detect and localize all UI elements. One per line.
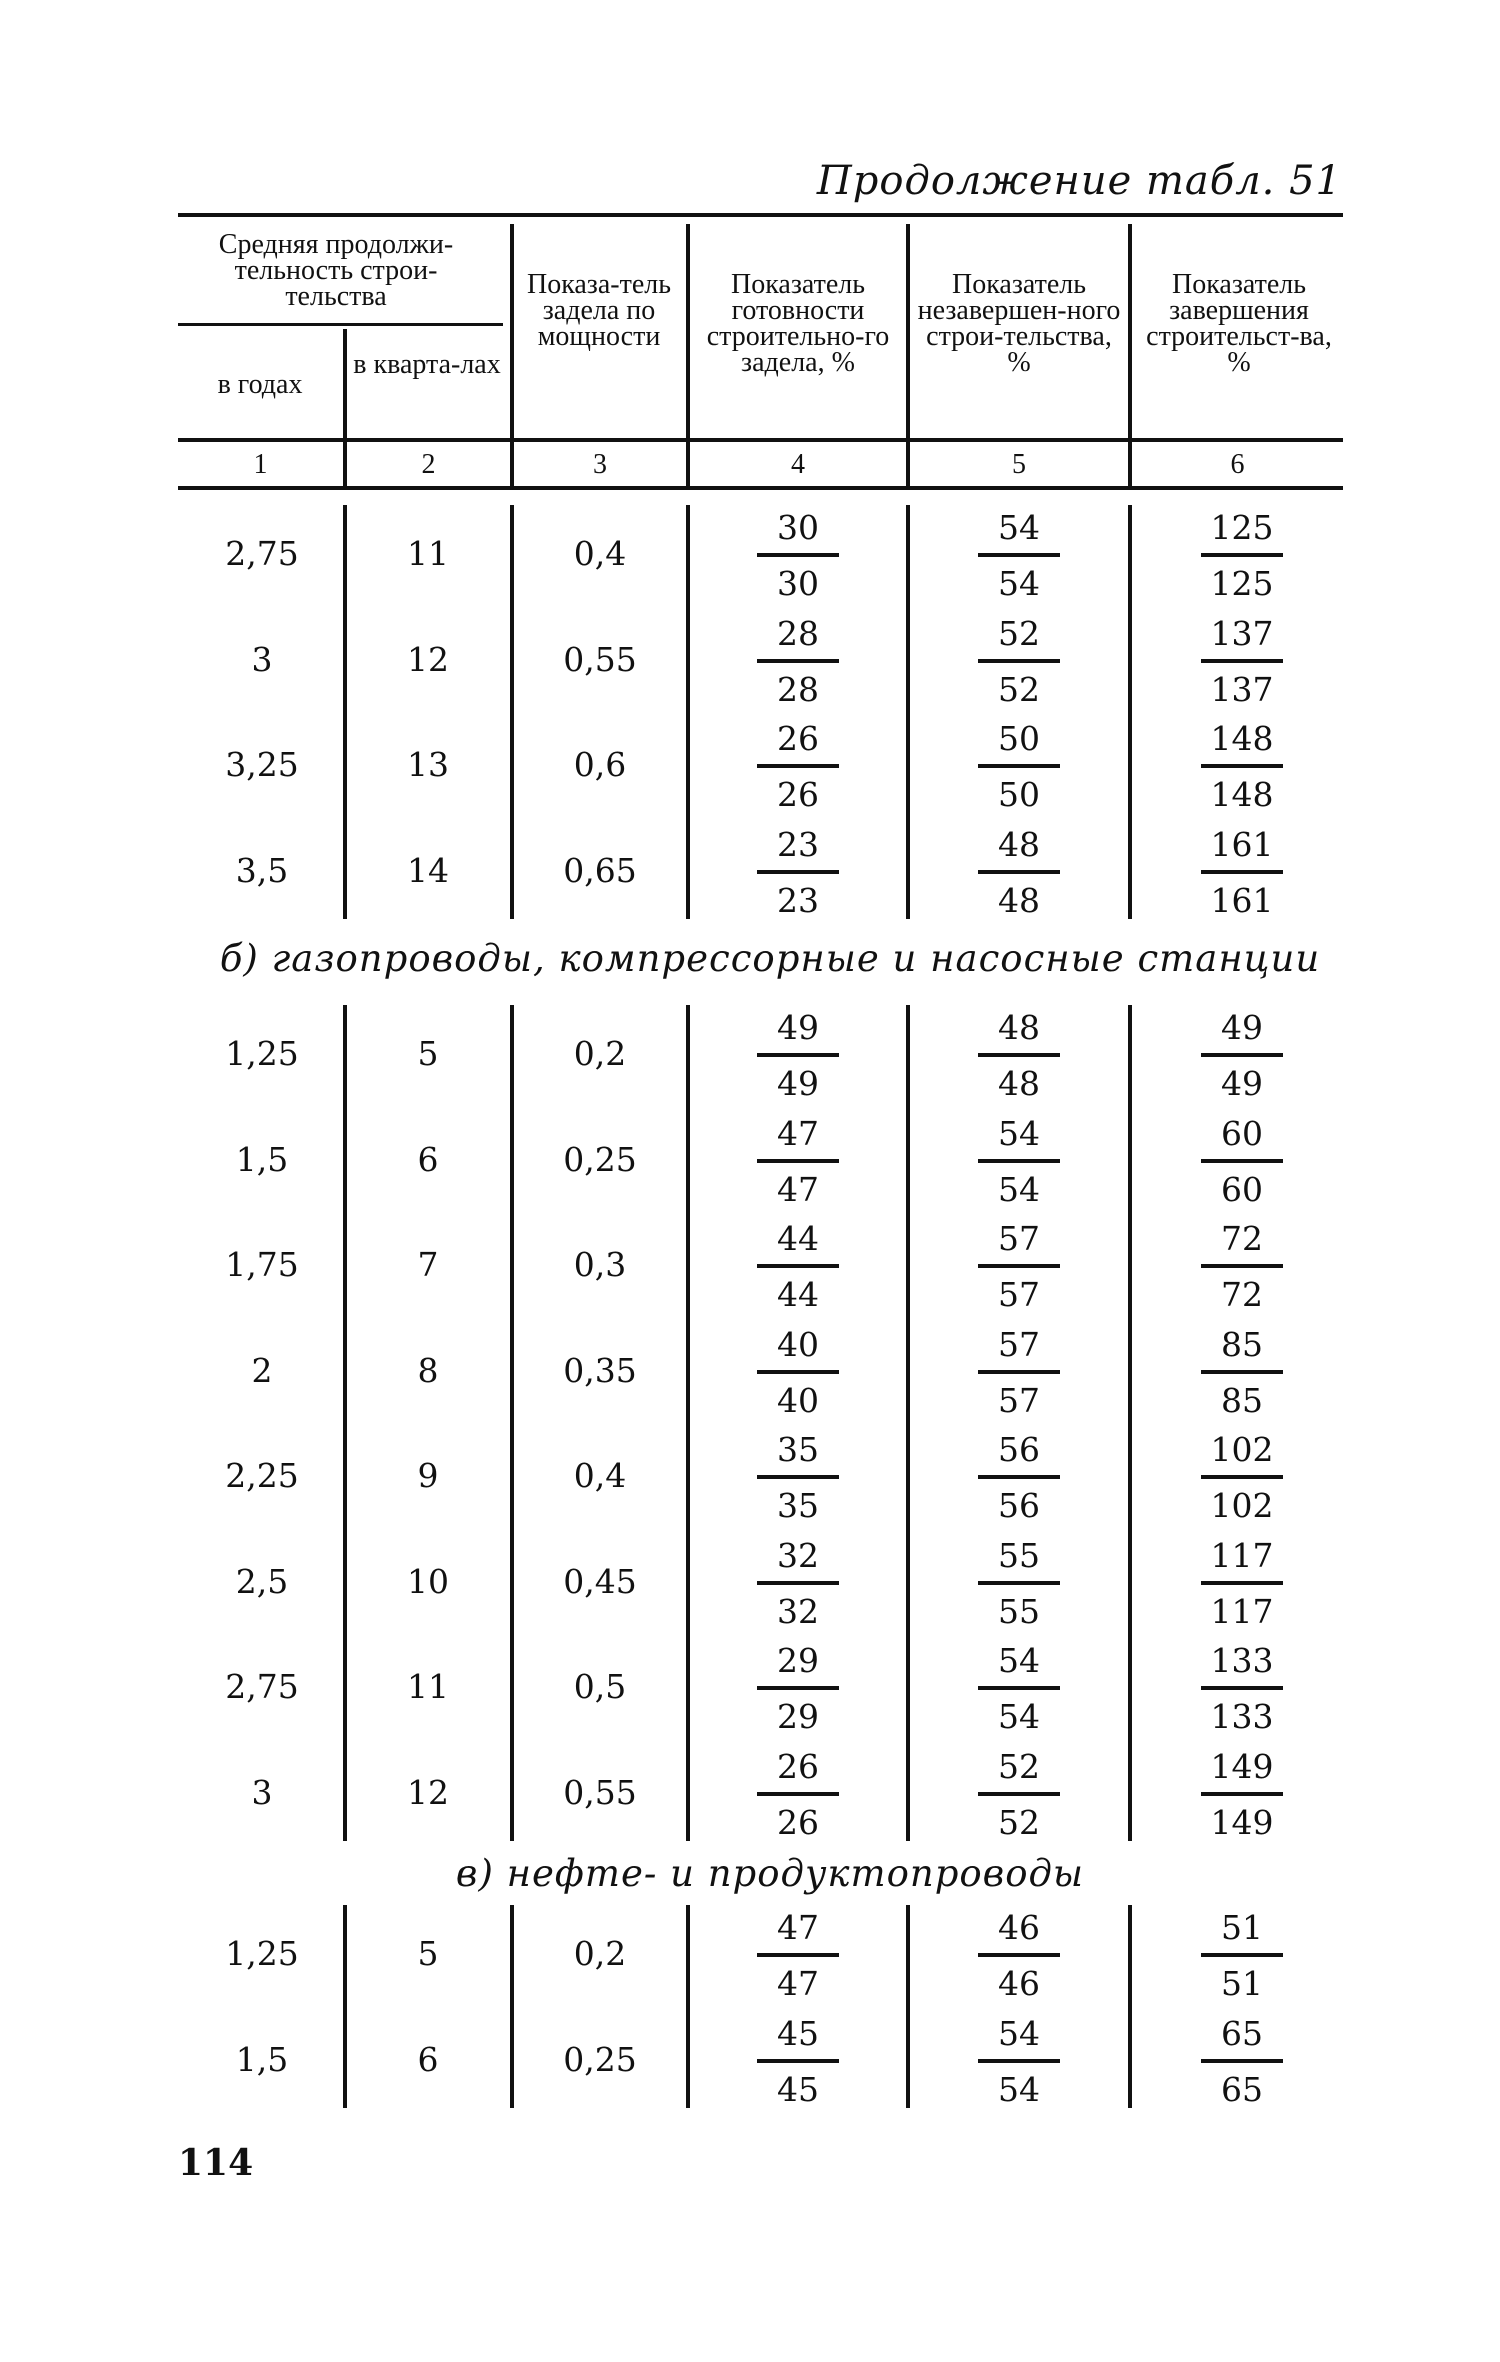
fraction-bar [757, 764, 839, 768]
fraction-cell-c4 [743, 1111, 853, 1213]
numerator: 26 [777, 1746, 819, 1786]
numerator: 28 [777, 613, 819, 653]
denominator: 52 [998, 669, 1040, 709]
denominator: 54 [998, 1697, 1040, 1736]
cell-quarters: 11 [407, 1667, 449, 1706]
denominator: 40 [777, 1380, 819, 1420]
header-divider-4 [906, 224, 910, 486]
fraction-cell-c6 [1187, 1005, 1297, 1107]
column-divider [343, 1005, 347, 1841]
numerator: 46 [998, 1908, 1040, 1947]
fraction-cell-c6 [1187, 716, 1297, 818]
denominator: 54 [998, 564, 1040, 603]
numerator: 48 [998, 1008, 1040, 1047]
fraction-cell-c5 [964, 1005, 1074, 1107]
column-divider [906, 505, 910, 919]
column-divider [906, 1905, 910, 2108]
denominator: 28 [777, 669, 819, 709]
fraction-bar [757, 1370, 839, 1374]
fraction-bar [1201, 553, 1283, 557]
cell-quarters: 12 [407, 639, 449, 679]
fraction-cell-c5 [964, 1905, 1074, 2007]
column-divider [1128, 1005, 1132, 1841]
denominator: 30 [777, 564, 819, 603]
cell-power: 0,55 [563, 639, 637, 679]
fraction-bar [757, 870, 839, 874]
numerator: 54 [998, 2013, 1040, 2053]
cell-years: 1,5 [235, 1139, 289, 1179]
numbers-bottom-rule [178, 486, 1343, 490]
denominator: 161 [1210, 880, 1274, 920]
section-title: в) нефте- и продуктопроводы [455, 1852, 1085, 1895]
fraction-cell-c4 [743, 1638, 853, 1740]
header-divider-2 [510, 224, 514, 486]
fraction-cell-c4 [743, 1744, 853, 1846]
cell-years: 3 [251, 639, 273, 679]
fraction-bar [757, 1475, 839, 1479]
numerator: 35 [777, 1430, 819, 1469]
numerator: 60 [1221, 1113, 1263, 1153]
header-group-duration: Средняя продолжи-тельность строи-тельства [218, 229, 454, 312]
fraction-bar [978, 659, 1060, 663]
col-number-1: 1 [253, 449, 268, 480]
fraction-cell-c5 [964, 1216, 1074, 1318]
denominator: 51 [1221, 1964, 1263, 2003]
numerator: 161 [1210, 824, 1274, 864]
fraction-cell-c6 [1187, 1744, 1297, 1846]
column-divider [686, 1005, 690, 1841]
fraction-bar [978, 1475, 1060, 1479]
denominator: 56 [998, 1486, 1040, 1525]
fraction-bar [978, 1264, 1060, 1268]
cell-quarters: 7 [417, 1245, 439, 1284]
cell-power: 0,6 [573, 745, 627, 784]
cell-years: 1,25 [225, 1934, 299, 1973]
cell-power: 0,4 [573, 1456, 627, 1495]
numerator: 72 [1221, 1219, 1263, 1258]
header-divider-3 [686, 224, 690, 486]
fraction-bar [757, 1686, 839, 1690]
cell-quarters: 9 [417, 1456, 439, 1495]
fraction-cell-c5 [964, 1322, 1074, 1424]
denominator: 35 [777, 1486, 819, 1525]
fraction-cell-c4 [743, 1905, 853, 2007]
denominator: 23 [777, 880, 819, 920]
fraction-bar [978, 1686, 1060, 1690]
fraction-bar [978, 1953, 1060, 1957]
cell-years: 2,5 [235, 1561, 289, 1601]
cell-quarters: 6 [417, 2039, 439, 2079]
numerator: 52 [998, 1746, 1040, 1786]
numerator: 48 [998, 824, 1040, 864]
denominator: 45 [777, 2069, 819, 2109]
denominator: 54 [998, 2069, 1040, 2109]
cell-quarters: 12 [407, 1772, 449, 1812]
fraction-bar [1201, 1581, 1283, 1585]
cell-quarters: 6 [417, 1139, 439, 1179]
numerator: 125 [1210, 508, 1274, 547]
denominator: 49 [1221, 1064, 1263, 1103]
denominator: 149 [1210, 1802, 1274, 1842]
denominator: 54 [998, 1169, 1040, 1209]
fraction-cell-c6 [1187, 505, 1297, 607]
group-rule [178, 323, 503, 326]
fraction-cell-c6 [1187, 1905, 1297, 2007]
column-divider [510, 1005, 514, 1841]
fraction-cell-c4 [743, 505, 853, 607]
fraction-cell-c6 [1187, 1322, 1297, 1424]
fraction-cell-c5 [964, 1427, 1074, 1529]
numerator: 47 [777, 1113, 819, 1153]
header-col-completion: Показатель завершения строительст-ва, % [1146, 269, 1332, 378]
denominator: 65 [1221, 2069, 1263, 2109]
cell-years: 2,75 [225, 534, 299, 573]
cell-power: 0,35 [563, 1350, 637, 1390]
numerator: 29 [777, 1641, 819, 1680]
fraction-bar [1201, 1953, 1283, 1957]
fraction-cell-c4 [743, 1322, 853, 1424]
numerator: 148 [1210, 719, 1274, 758]
numerator: 85 [1221, 1324, 1263, 1364]
fraction-bar [978, 1159, 1060, 1163]
denominator: 50 [998, 775, 1040, 814]
denominator: 72 [1221, 1275, 1263, 1314]
fraction-cell-c4 [743, 1533, 853, 1635]
fraction-bar [757, 1053, 839, 1057]
fraction-cell-c4 [743, 611, 853, 713]
fraction-bar [978, 1581, 1060, 1585]
denominator: 102 [1210, 1486, 1274, 1525]
numerator: 137 [1210, 613, 1274, 653]
header-col-quarters: в кварта-лах [353, 349, 501, 380]
cell-quarters: 14 [407, 850, 449, 890]
fraction-cell-c5 [964, 1638, 1074, 1740]
denominator: 137 [1210, 669, 1274, 709]
fraction-bar [978, 870, 1060, 874]
header-col-years: в годах [217, 369, 303, 400]
fraction-bar [1201, 1792, 1283, 1796]
denominator: 133 [1210, 1697, 1274, 1736]
fraction-bar [1201, 1370, 1283, 1374]
denominator: 48 [998, 1064, 1040, 1103]
cell-years: 2,25 [225, 1456, 299, 1495]
denominator: 125 [1210, 564, 1274, 603]
fraction-cell-c6 [1187, 1638, 1297, 1740]
numerator: 32 [777, 1535, 819, 1575]
cell-quarters: 13 [407, 745, 449, 784]
numerator: 65 [1221, 2013, 1263, 2053]
numerator: 56 [998, 1430, 1040, 1469]
cell-quarters: 5 [417, 1934, 439, 1973]
cell-power: 0,25 [563, 2039, 637, 2079]
column-divider [1128, 1905, 1132, 2108]
numerator: 50 [998, 719, 1040, 758]
fraction-bar [757, 1159, 839, 1163]
cell-power: 0,4 [573, 534, 627, 573]
fraction-cell-c4 [743, 716, 853, 818]
fraction-bar [757, 2059, 839, 2063]
denominator: 55 [998, 1591, 1040, 1631]
fraction-bar [757, 553, 839, 557]
cell-power: 0,55 [563, 1772, 637, 1812]
numerator: 54 [998, 1641, 1040, 1680]
numerator: 44 [777, 1219, 819, 1258]
fraction-cell-c4 [743, 1005, 853, 1107]
fraction-bar [1201, 1053, 1283, 1057]
cell-power: 0,3 [573, 1245, 627, 1284]
numerator: 23 [777, 824, 819, 864]
fraction-cell-c4 [743, 1216, 853, 1318]
denominator: 148 [1210, 775, 1274, 814]
numerator: 26 [777, 719, 819, 758]
fraction-bar [1201, 1264, 1283, 1268]
cell-years: 1,5 [235, 2039, 289, 2079]
fraction-bar [978, 1053, 1060, 1057]
col-number-2: 2 [421, 449, 436, 480]
fraction-cell-c6 [1187, 611, 1297, 713]
fraction-cell-c5 [964, 1111, 1074, 1213]
numerator: 149 [1210, 1746, 1274, 1786]
cell-years: 3 [251, 1772, 273, 1812]
fraction-cell-c6 [1187, 822, 1297, 924]
denominator: 26 [777, 775, 819, 814]
numerator: 57 [998, 1219, 1040, 1258]
col-number-5: 5 [1012, 449, 1026, 480]
cell-power: 0,2 [573, 1934, 627, 1973]
fraction-cell-c5 [964, 1744, 1074, 1846]
fraction-bar [978, 553, 1060, 557]
fraction-cell-c5 [964, 1533, 1074, 1635]
numerator: 52 [998, 613, 1040, 653]
denominator: 48 [998, 880, 1040, 920]
fraction-cell-c6 [1187, 2011, 1297, 2113]
cell-years: 3,25 [225, 745, 299, 784]
denominator: 85 [1221, 1380, 1263, 1420]
numerator: 55 [998, 1535, 1040, 1575]
cell-quarters: 11 [407, 534, 449, 573]
cell-quarters: 5 [417, 1034, 439, 1073]
fraction-bar [978, 1370, 1060, 1374]
numerator: 133 [1210, 1641, 1274, 1680]
fraction-cell-c6 [1187, 1111, 1297, 1213]
numerator: 49 [1221, 1008, 1263, 1047]
numerator: 54 [998, 508, 1040, 547]
column-divider [510, 1905, 514, 2108]
fraction-cell-c4 [743, 1427, 853, 1529]
col-number-4: 4 [791, 449, 805, 480]
header-bottom-rule [178, 438, 1343, 442]
denominator: 49 [777, 1064, 819, 1103]
column-divider [343, 505, 347, 919]
fraction-cell-c5 [964, 716, 1074, 818]
cell-years: 1,75 [225, 1245, 299, 1284]
denominator: 29 [777, 1697, 819, 1736]
fraction-cell-c6 [1187, 1533, 1297, 1635]
fraction-bar [978, 1792, 1060, 1796]
cell-power: 0,25 [563, 1139, 637, 1179]
denominator: 47 [777, 1169, 819, 1209]
cell-power: 0,2 [573, 1034, 627, 1073]
column-divider [343, 1905, 347, 2108]
column-divider [686, 1905, 690, 2108]
fraction-cell-c5 [964, 505, 1074, 607]
fraction-bar [1201, 1475, 1283, 1479]
column-divider [510, 505, 514, 919]
page-number: 114 [178, 2142, 254, 2184]
fraction-cell-c6 [1187, 1216, 1297, 1318]
cell-power: 0,45 [563, 1561, 637, 1601]
header-divider-5 [1128, 224, 1132, 486]
numerator: 102 [1210, 1430, 1274, 1469]
fraction-bar [757, 1264, 839, 1268]
fraction-bar [1201, 764, 1283, 768]
cell-years: 3,5 [235, 850, 289, 890]
denominator: 46 [998, 1964, 1040, 2003]
header-col-power: Показа-тель задела по мощности [526, 269, 672, 352]
denominator: 117 [1210, 1591, 1274, 1631]
denominator: 60 [1221, 1169, 1263, 1209]
fraction-bar [757, 659, 839, 663]
fraction-bar [1201, 1159, 1283, 1163]
denominator: 52 [998, 1802, 1040, 1842]
denominator: 57 [998, 1380, 1040, 1420]
fraction-cell-c6 [1187, 1427, 1297, 1529]
denominator: 57 [998, 1275, 1040, 1314]
numerator: 45 [777, 2013, 819, 2053]
denominator: 47 [777, 1964, 819, 2003]
fraction-bar [978, 764, 1060, 768]
fraction-bar [1201, 1686, 1283, 1690]
cell-power: 0,65 [563, 850, 637, 890]
top-rule [178, 213, 1343, 217]
fraction-cell-c4 [743, 822, 853, 924]
numerator: 47 [777, 1908, 819, 1947]
denominator: 32 [777, 1591, 819, 1631]
column-divider [906, 1005, 910, 1841]
fraction-bar [757, 1792, 839, 1796]
cell-quarters: 8 [417, 1350, 439, 1390]
cell-years: 2 [251, 1350, 273, 1390]
column-divider [686, 505, 690, 919]
numerator: 57 [998, 1324, 1040, 1364]
fraction-bar [757, 1953, 839, 1957]
column-divider [1128, 505, 1132, 919]
numerator: 54 [998, 1113, 1040, 1153]
header-col-unfinished: Показатель незавершен-ного строи-тельства, % [917, 269, 1121, 378]
col-number-3: 3 [593, 449, 607, 480]
fraction-bar [978, 2059, 1060, 2063]
fraction-bar [1201, 659, 1283, 663]
fraction-cell-c4 [743, 2011, 853, 2113]
cell-quarters: 10 [407, 1561, 449, 1601]
fraction-cell-c5 [964, 2011, 1074, 2113]
numerator: 30 [777, 508, 819, 547]
header-col-readiness: Показатель готовности строительно-го задела, % [706, 269, 890, 378]
numerator: 51 [1221, 1908, 1263, 1947]
fraction-cell-c5 [964, 611, 1074, 713]
fraction-cell-c5 [964, 822, 1074, 924]
numerator: 49 [777, 1008, 819, 1047]
fraction-bar [1201, 2059, 1283, 2063]
denominator: 26 [777, 1802, 819, 1842]
numerator: 40 [777, 1324, 819, 1364]
cell-years: 2,75 [225, 1667, 299, 1706]
numerator: 117 [1210, 1535, 1274, 1575]
denominator: 44 [777, 1275, 819, 1314]
fraction-bar [757, 1581, 839, 1585]
section-title: б) газопроводы, компрессорные и насосные станции [219, 937, 1321, 980]
table-caption: Продолжение табл. 51 [816, 158, 1342, 204]
cell-power: 0,5 [573, 1667, 627, 1706]
col-number-6: 6 [1230, 449, 1245, 480]
cell-years: 1,25 [225, 1034, 299, 1073]
fraction-bar [1201, 870, 1283, 874]
